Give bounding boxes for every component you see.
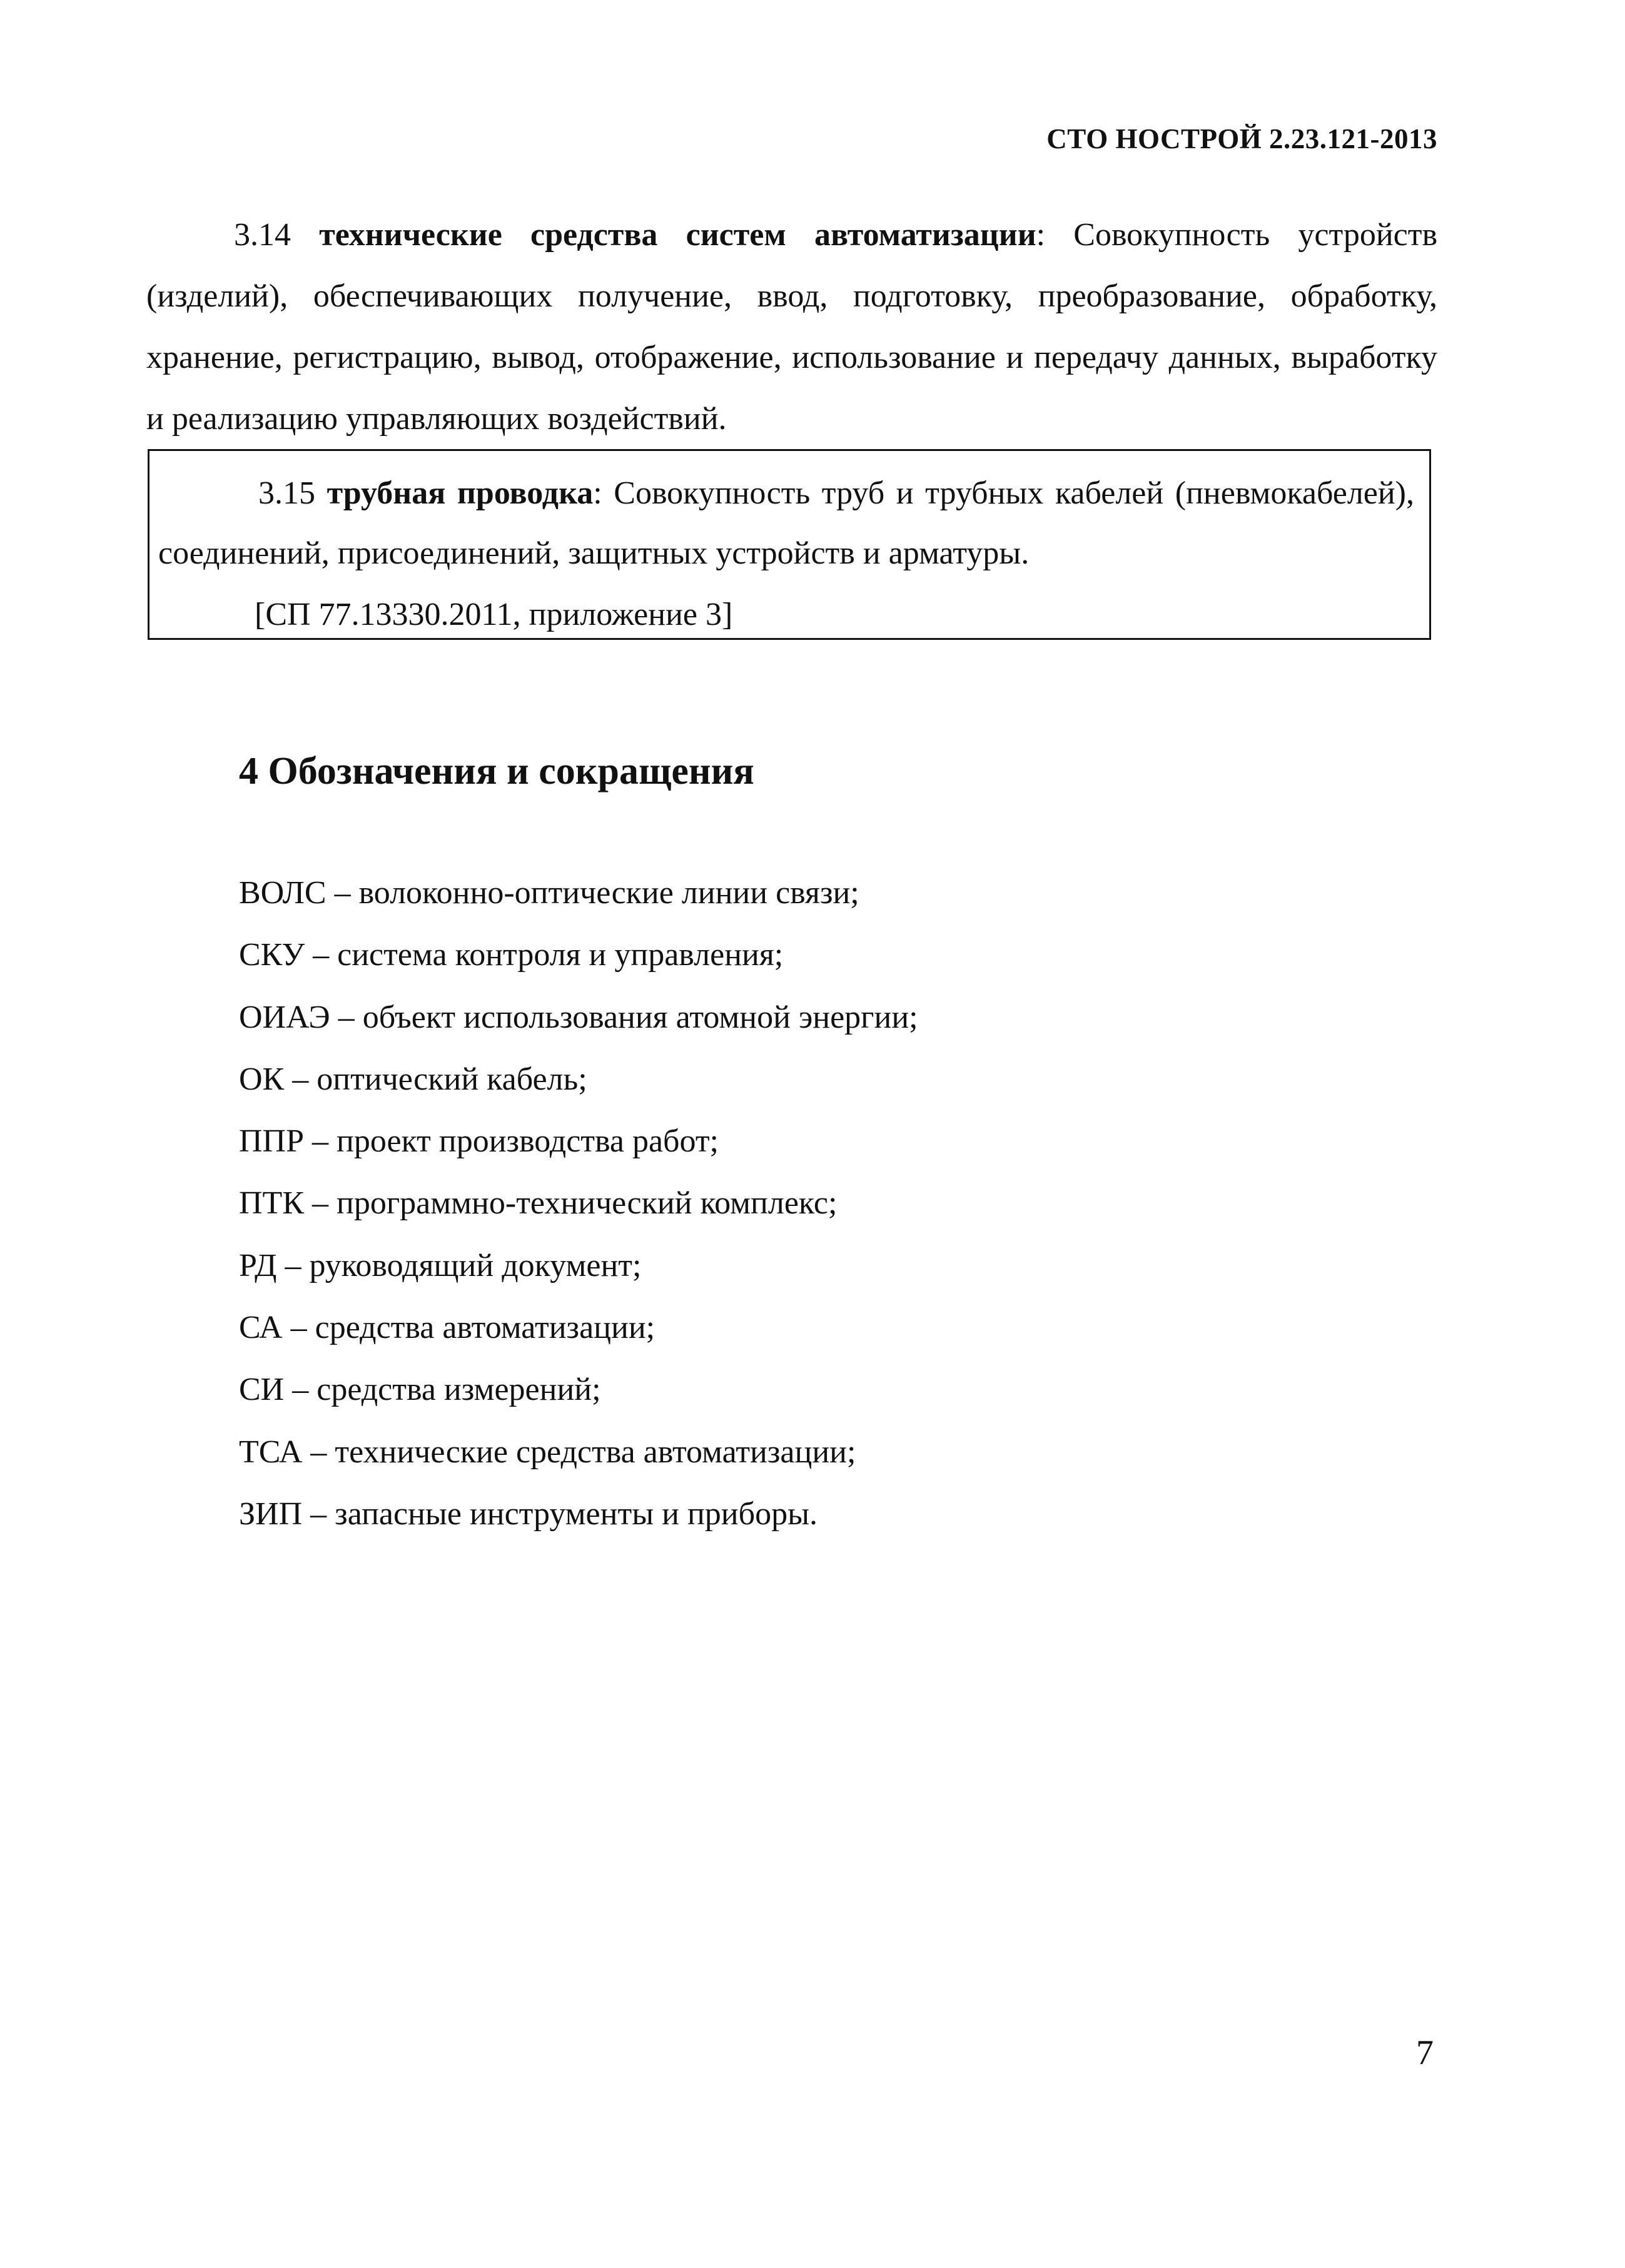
abbreviation-item: ППР – проект производства работ; bbox=[239, 1123, 719, 1160]
definition-term: технические средства систем автоматизации bbox=[319, 217, 1036, 253]
definition-3-14 bbox=[146, 205, 1437, 450]
abbreviation-item: ОИАЭ – объект использования атомной энергии; bbox=[239, 999, 918, 1035]
document-code-header: СТО НОСТРОЙ 2.23.121-2013 bbox=[1046, 123, 1437, 154]
definition-text: : Совокупность устройств (изделий), обеспечивающих получение, ввод, подготовку, преобразование, обработку, хранение, регистрацию, вывод, отображение, использование и передачу данных, выработку и реализацию управляющих воздействий. bbox=[146, 217, 1438, 437]
abbreviation-item: СА – средства автоматизации; bbox=[239, 1310, 656, 1346]
section-4-title: 4 Обозначения и сокращения bbox=[239, 750, 754, 792]
abbreviation-item: ВОЛС – волоконно-оптические линии связи; bbox=[239, 875, 859, 911]
definition-term: трубная проводка bbox=[327, 475, 594, 511]
definition-reference: [СП 77.13330.2011, приложение 3] bbox=[255, 597, 733, 632]
abbreviation-item: СКУ – система контроля и управления; bbox=[239, 937, 784, 973]
abbreviation-item: РД – руководящий документ; bbox=[239, 1247, 642, 1283]
abbreviation-item: ПТК – программно-технический комплекс; bbox=[239, 1185, 838, 1222]
abbreviations-list bbox=[239, 862, 918, 1545]
abbreviation-item: ТСА – технические средства автоматизации; bbox=[239, 1434, 856, 1470]
page-number: 7 bbox=[1416, 2033, 1434, 2072]
definition-3-15-box bbox=[148, 449, 1431, 640]
abbreviation-item: СИ – средства измерений; bbox=[239, 1372, 601, 1408]
definition-number: 3.14 bbox=[234, 217, 291, 253]
definition-3-15 bbox=[158, 463, 1414, 584]
definition-number: 3.15 bbox=[258, 475, 315, 511]
abbreviation-item: ЗИП – запасные инструменты и приборы. bbox=[239, 1496, 818, 1532]
definition-text: : Совокупность труб и трубных кабелей (пневмокабелей), соединений, присоединений, защитных устройств и арматуры. bbox=[158, 475, 1414, 571]
abbreviation-item: ОК – оптический кабель; bbox=[239, 1061, 587, 1097]
